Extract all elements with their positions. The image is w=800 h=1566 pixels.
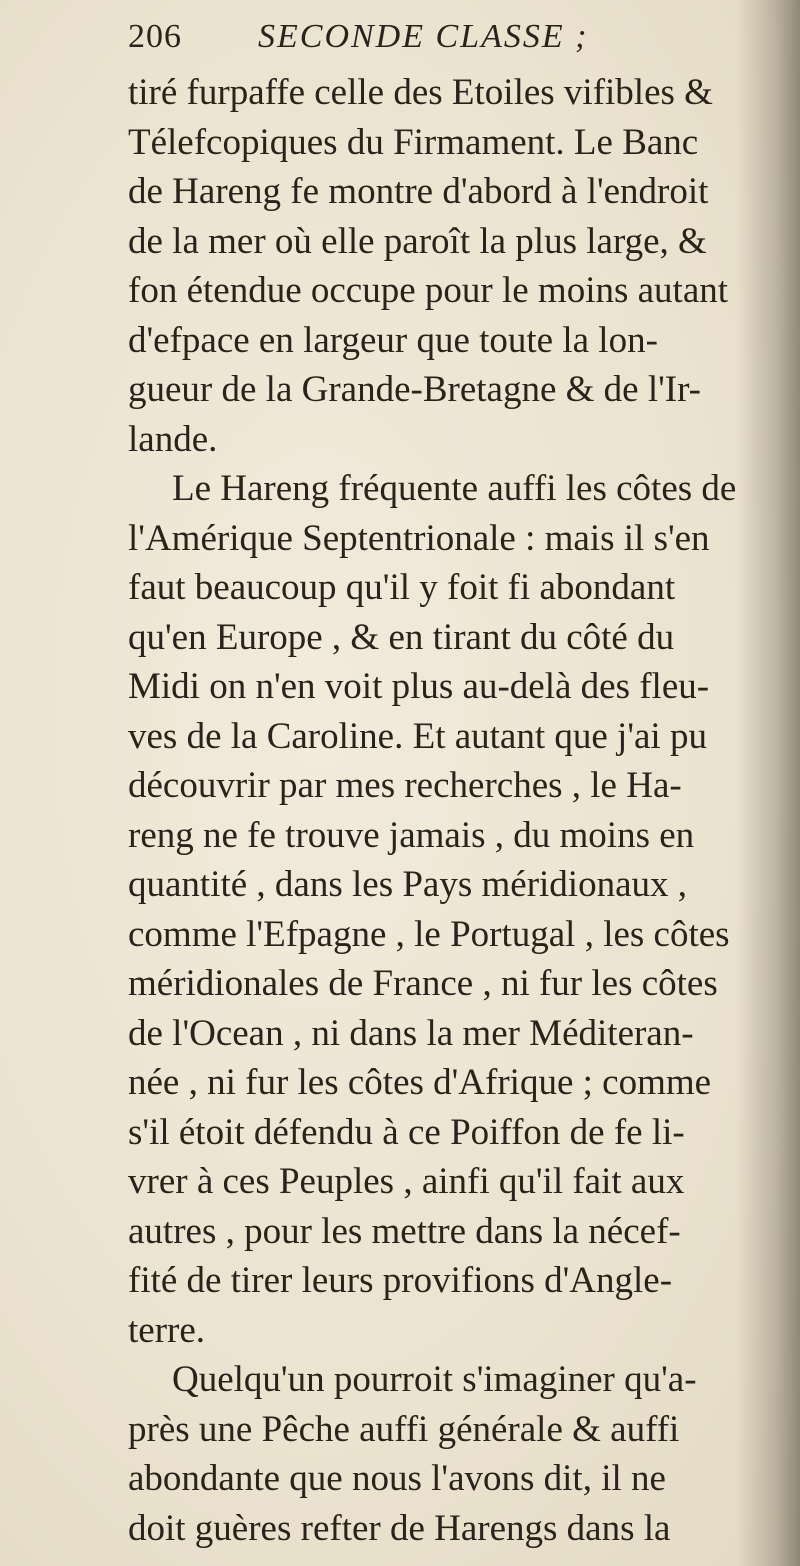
text-line: vrer à ces Peuples , ainfi qu'il fait aux	[128, 1161, 685, 1202]
text-line: méridionales de France , ni fur les côtes	[128, 963, 718, 1004]
page-number: 206	[128, 18, 182, 55]
text-line: doit guères refter de Harengs dans la	[128, 1507, 671, 1549]
text-line: née , ni fur les côtes d'Afrique ; comme	[128, 1062, 712, 1103]
text-line: faut beaucoup qu'il y foit fi abondant	[128, 567, 676, 608]
text-line: s'il étoit défendu à ce Poiffon de fe li-	[128, 1111, 685, 1153]
text-line: lande.	[128, 418, 218, 460]
text-line: fité de tirer leurs provifions d'Angle-	[128, 1260, 673, 1301]
text-line: ves de la Caroline. Et autant que j'ai pu	[128, 715, 707, 757]
text-line: fon étendue occupe pour le moins autant	[128, 270, 729, 311]
text-line: l'Amérique Septentrionale : mais il s'en	[128, 517, 710, 559]
text-line: de la mer où elle paroît la plus large, &	[128, 220, 707, 262]
running-head: SECONDE CLASSE ;	[258, 18, 589, 55]
text-line: reng ne fe trouve jamais , du moins en	[128, 814, 695, 856]
text-line: découvrir par mes recherches , le Ha-	[128, 765, 682, 806]
text-line: Le Hareng fréquente auffi les côtes de	[172, 468, 737, 509]
text-line: terre.	[128, 1309, 206, 1351]
text-line: de l'Ocean , ni dans la mer Méditeran-	[128, 1012, 694, 1054]
text-line: Midi on n'en voit plus au-delà des fleu-	[128, 666, 710, 707]
text-line: quantité , dans les Pays méridionaux ,	[128, 864, 688, 905]
text-line: autres , pour les mettre dans la nécef-	[128, 1210, 681, 1252]
text-line: Quelqu'un pourroit s'imaginer qu'a-	[172, 1359, 697, 1400]
text-line: tiré furpaffe celle des Etoiles vifibles &	[128, 72, 713, 113]
text-line: qu'en Europe , & en tirant du côté du	[128, 616, 675, 658]
text-line: abondante que nous l'avons dit, il ne	[128, 1458, 666, 1499]
page-header	[128, 18, 768, 62]
body-text	[128, 68, 788, 1553]
text-line: comme l'Efpagne , le Portugal , les côtes	[128, 913, 730, 955]
text-line: Télefcopiques du Firmament. Le Banc	[128, 121, 699, 163]
text-line: gueur de la Grande-Bretagne & de l'Ir-	[128, 369, 701, 410]
text-line: près une Pêche auffi générale & auffi	[128, 1408, 680, 1450]
text-line: d'efpace en largeur que toute la lon-	[128, 319, 658, 361]
text-line: de Hareng fe montre d'abord à l'endroit	[128, 171, 709, 212]
